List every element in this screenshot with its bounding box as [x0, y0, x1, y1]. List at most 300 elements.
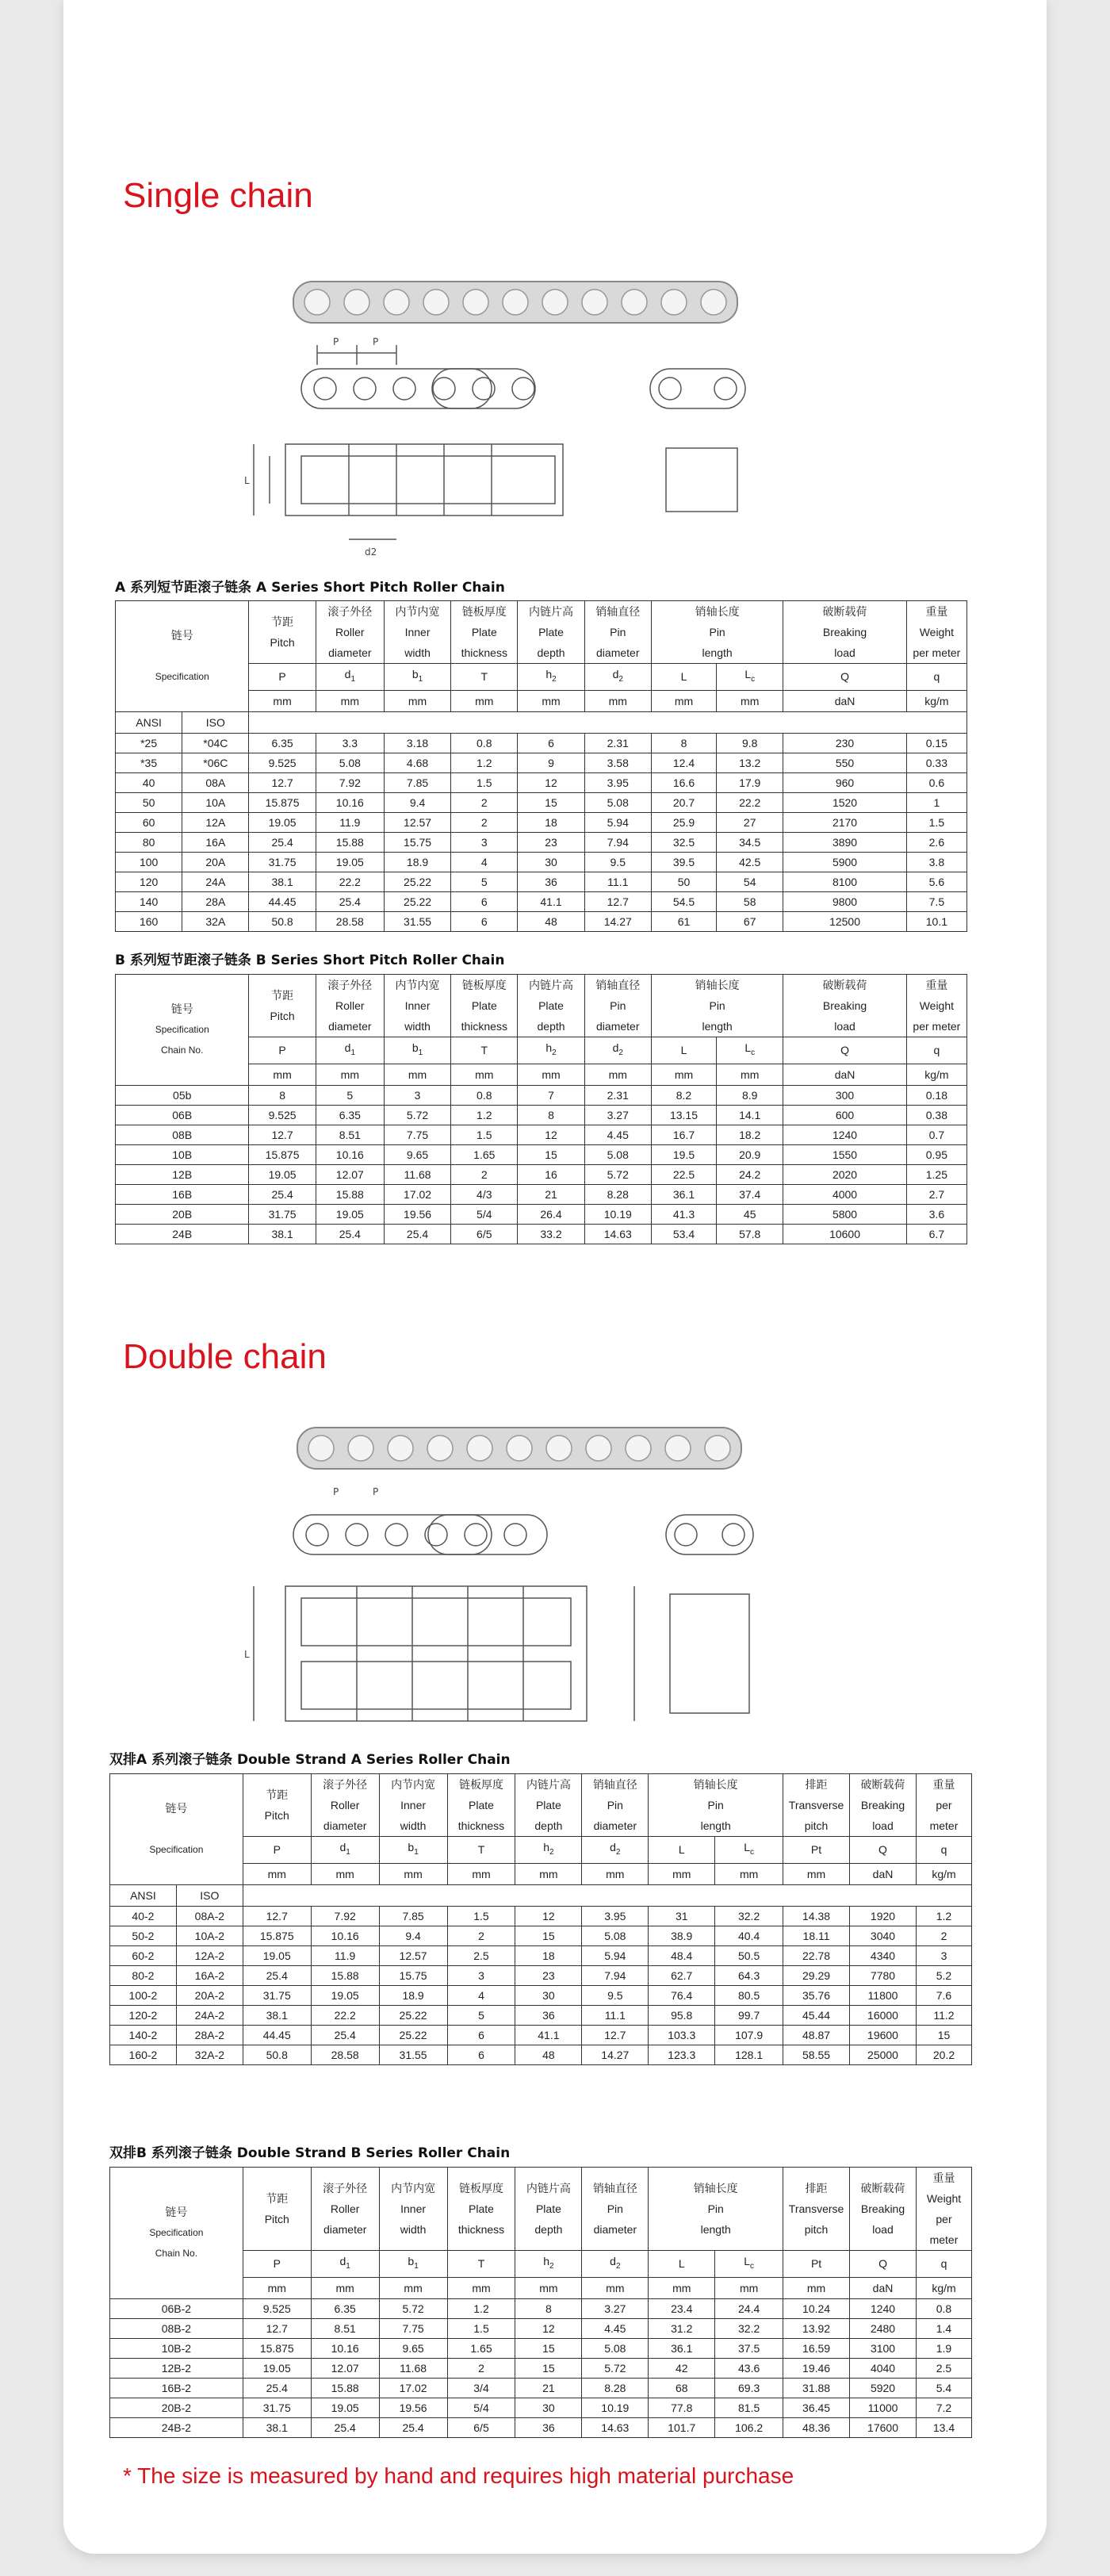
sym-q: Q [850, 2251, 917, 2278]
table-cell: 5 [451, 872, 518, 891]
table-cell: 10A-2 [176, 1926, 243, 1945]
table-cell: 13.2 [717, 753, 783, 772]
col-pin-cn: 销轴直径 [595, 605, 641, 618]
unit-mm: mm [316, 690, 384, 711]
col-plate-t2: thickness [461, 646, 507, 659]
table-cell: 68 [649, 2378, 715, 2398]
table-row [110, 2417, 972, 2437]
table-cell: 12.7 [243, 1906, 311, 1926]
table-cell: 8 [651, 733, 716, 753]
col-plate-t: Plate [471, 999, 497, 1012]
table-cell: 50.8 [243, 2045, 311, 2064]
table-cell: 9.525 [249, 1105, 316, 1125]
table-cell: 25.4 [316, 891, 384, 911]
table-cell: 15.75 [384, 832, 450, 852]
table-cell: 44.45 [243, 2025, 311, 2045]
table-cell: 33.2 [518, 1224, 584, 1244]
table-cell: 38.1 [243, 2417, 311, 2437]
table-cell: 50.5 [715, 1945, 783, 1965]
sym-pt: Pt [783, 2251, 850, 2278]
table-cell: 36 [515, 2005, 582, 2025]
svg-text:P: P [373, 336, 379, 347]
table-cell: 2.5 [447, 1945, 515, 1965]
table-cell: 15.75 [379, 1965, 447, 1985]
table-cell: 22.5 [651, 1164, 716, 1184]
col-spec: Specification [149, 1844, 204, 1856]
table-cell: 7.92 [316, 772, 384, 792]
unit-mm: mm [584, 690, 651, 711]
table-cell: 10A [182, 792, 249, 812]
table-cell: 12A [182, 812, 249, 832]
col-transverse: Transverse [788, 1799, 844, 1811]
svg-text:P: P [333, 1486, 339, 1497]
table-cell: 11800 [850, 1985, 917, 2005]
table-cell: 40.4 [715, 1926, 783, 1945]
table-cell: 32.5 [651, 832, 716, 852]
table-cell: 8.51 [311, 2318, 379, 2338]
sym-qw: q [916, 1837, 971, 1864]
table-cell: 4000 [783, 1184, 906, 1204]
table-cell: 1.65 [451, 1144, 518, 1164]
double-chain-diagram [238, 1420, 777, 1753]
table-row [116, 1164, 967, 1184]
sym-h2: $h_2$ [515, 1837, 582, 1864]
table-cell: 08B [116, 1125, 249, 1144]
table-cell: 42 [649, 2358, 715, 2378]
table-cell: 48.87 [783, 2025, 850, 2045]
table-cell: 19.56 [379, 2398, 447, 2417]
col-break: Breaking [860, 1799, 905, 1811]
table-cell: 12B-2 [110, 2358, 243, 2378]
unit-mm: mm [311, 2277, 379, 2298]
table-cell: 13.92 [783, 2318, 850, 2338]
sym-lc: $L_c$ [715, 1837, 783, 1864]
table-cell: 25.4 [311, 2025, 379, 2045]
table-cell: 600 [783, 1105, 906, 1125]
col-ansi: ANSI [110, 1884, 177, 1906]
table-cell: 5 [447, 2005, 515, 2025]
table-cell: 54 [717, 872, 783, 891]
col-iso: ISO [176, 1884, 243, 1906]
table-cell: 1.2 [451, 1105, 518, 1125]
table-cell: 12.7 [582, 2025, 649, 2045]
table-row [116, 1085, 967, 1105]
table-cell: 6/5 [451, 1224, 518, 1244]
table-cell: 25.4 [316, 1224, 384, 1244]
sym-qw: q [916, 2251, 971, 2278]
table-cell: 19.05 [243, 2358, 311, 2378]
col-pitch: Pitch [270, 636, 295, 649]
unit-kgm: kg/m [906, 690, 966, 711]
table-cell: 32A [182, 911, 249, 931]
sym-q: Q [850, 1837, 917, 1864]
table-cell: 62.7 [649, 1965, 715, 1985]
table-cell: 18 [515, 1945, 582, 1965]
col-pinlen2: length [702, 646, 733, 659]
table-row [110, 1985, 972, 2005]
col-roller: Roller [330, 1799, 360, 1811]
table-cell: 1.5 [447, 1906, 515, 1926]
table-cell: 28A [182, 891, 249, 911]
table-row [110, 2398, 972, 2417]
table-cell: 10B-2 [110, 2338, 243, 2358]
table-cell: 18.2 [717, 1125, 783, 1144]
unit-kgm: kg/m [916, 2277, 971, 2298]
table-cell: 32A-2 [176, 2045, 243, 2064]
col-chain-no-en: Chain No. [155, 2248, 198, 2260]
table-cell: 12 [518, 772, 584, 792]
col-roller2: diameter [323, 2223, 367, 2236]
table-cell: 5.72 [384, 1105, 450, 1125]
table-cell: 19.56 [384, 1204, 450, 1224]
table-cell: 4040 [850, 2358, 917, 2378]
table-cell: 32.2 [715, 1906, 783, 1926]
table-row [110, 2045, 972, 2064]
col-spec: Specification [155, 671, 209, 683]
table-cell: 11.9 [311, 1945, 379, 1965]
table-cell: 22.78 [783, 1945, 850, 1965]
sym-l: L [651, 664, 716, 691]
sym-d1: $d_1$ [316, 664, 384, 691]
table-cell: 48 [518, 911, 584, 931]
table-row [116, 1224, 967, 1244]
col-pinlen-cn: 销轴长度 [695, 979, 740, 991]
table-cell: 1.5 [451, 772, 518, 792]
table-cell: 12.57 [384, 812, 450, 832]
table-row [116, 1144, 967, 1164]
table-cell: 12A-2 [176, 1945, 243, 1965]
sym-h2: $h_2$ [518, 1037, 584, 1064]
col-inner: Inner [404, 999, 431, 1012]
table-cell: 28.58 [316, 911, 384, 931]
col-plate-t: Plate [471, 626, 497, 638]
table-cell: 3.27 [582, 2298, 649, 2318]
unit-mm: mm [582, 2277, 649, 2298]
table-cell: 31.55 [379, 2045, 447, 2064]
table-cell: 5.72 [379, 2298, 447, 2318]
col-plate-t-cn: 链板厚度 [458, 1778, 503, 1791]
table-row [110, 1926, 972, 1945]
table-cell: 17.02 [384, 1184, 450, 1204]
table-cell: 5.6 [906, 872, 966, 891]
col-break2: load [872, 2223, 894, 2236]
table-cell: 12500 [783, 911, 906, 931]
table-cell: 101.7 [649, 2417, 715, 2437]
table-cell: 7.94 [584, 832, 651, 852]
sym-qw: q [906, 664, 966, 691]
col-inner2: width [400, 1819, 427, 1832]
col-roller-cn: 滚子外径 [327, 979, 373, 991]
unit-mm: mm [515, 2277, 582, 2298]
table-cell: 25.22 [379, 2005, 447, 2025]
table-cell: 10.24 [783, 2298, 850, 2318]
table-cell: 12.07 [316, 1164, 384, 1184]
table-cell: 50 [116, 792, 182, 812]
table-cell: 15.875 [243, 1926, 311, 1945]
table-cell: 0.8 [451, 733, 518, 753]
table-cell: 28.58 [311, 2045, 379, 2064]
table-cell: 99.7 [715, 2005, 783, 2025]
unit-dan: daN [850, 1863, 917, 1884]
table-cell: 10.16 [311, 2338, 379, 2358]
col-inner2: width [400, 2223, 427, 2236]
table-cell: 6 [451, 911, 518, 931]
table-cell: 20A [182, 852, 249, 872]
table-cell: 50-2 [110, 1926, 177, 1945]
sym-p: P [249, 1037, 316, 1064]
unit-mm: mm [249, 690, 316, 711]
table-cell: 20A-2 [176, 1985, 243, 2005]
table-cell: 16B-2 [110, 2378, 243, 2398]
col-pinlen2: length [700, 1819, 731, 1832]
sym-l: L [649, 2251, 715, 2278]
table-cell: 42.5 [717, 852, 783, 872]
col-ansi: ANSI [116, 711, 182, 733]
col-plate-t2: thickness [457, 1819, 505, 1832]
table-cell: 12 [518, 1125, 584, 1144]
col-inner2: width [404, 1020, 431, 1033]
col-inner-cn: 内节内宽 [395, 605, 440, 618]
table-cell: 26.4 [518, 1204, 584, 1224]
col-weight-cn: 重量 [932, 1778, 955, 1791]
table-cell: 12.4 [651, 753, 716, 772]
table-cell: 41.3 [651, 1204, 716, 1224]
table-cell: 3040 [850, 1926, 917, 1945]
table-cell: 25.4 [311, 2417, 379, 2437]
table-cell: 39.5 [651, 852, 716, 872]
col-weight-cn: 重量 [925, 605, 948, 618]
sym-p: P [243, 1837, 311, 1864]
col-spec: Specification [155, 1024, 209, 1036]
table-cell: 36.1 [651, 1184, 716, 1204]
table-cell: 23 [518, 832, 584, 852]
table-cell: 50.8 [249, 911, 316, 931]
col-pinlen2: length [702, 1020, 733, 1033]
table-cell: 230 [783, 733, 906, 753]
table-cell: 16A [182, 832, 249, 852]
table-cell: 12.7 [584, 891, 651, 911]
table-cell: 11000 [850, 2398, 917, 2417]
col-break: Breaking [822, 626, 867, 638]
table-cell: 5/4 [451, 1204, 518, 1224]
table-cell: 6 [451, 891, 518, 911]
table-cell: 8.9 [717, 1085, 783, 1105]
col-plate-h: Plate [535, 2202, 561, 2215]
table-cell: 12.7 [249, 772, 316, 792]
table-cell: 1.9 [916, 2338, 971, 2358]
table-cell: 5.94 [582, 1945, 649, 1965]
table-cell: 3.95 [584, 772, 651, 792]
table-cell: 25.4 [249, 1184, 316, 1204]
col-plate-t2: thickness [457, 2223, 505, 2236]
unit-mm: mm [783, 1863, 850, 1884]
col-pitch: Pitch [264, 1809, 289, 1822]
table-cell: 4/3 [451, 1184, 518, 1204]
table-cell: 40 [116, 772, 182, 792]
table-cell: 31.75 [249, 1204, 316, 1224]
table-cell: 20.2 [916, 2045, 971, 2064]
table-cell: 19.05 [249, 812, 316, 832]
table-cell: 25.22 [379, 2025, 447, 2045]
table-cell: 3.18 [384, 733, 450, 753]
col-chain-no: 链号 [170, 629, 193, 642]
unit-dan: daN [783, 1064, 906, 1085]
unit-kgm: kg/m [906, 1064, 966, 1085]
col-plate-h-cn: 内链片高 [526, 2182, 571, 2195]
col-weight-cn: 重量 [925, 979, 948, 991]
svg-text:L: L [244, 475, 250, 486]
table-cell: 3100 [850, 2338, 917, 2358]
col-pinlen: Pin [707, 1799, 724, 1811]
table-cell: 3 [447, 1965, 515, 1985]
table-cell: 32.2 [715, 2318, 783, 2338]
table-cell: 1.5 [906, 812, 966, 832]
table-cell: 48 [515, 2045, 582, 2064]
col-chain-no: 链号 [165, 1802, 188, 1815]
col-pin2: diameter [596, 1020, 640, 1033]
table-cell: 10B [116, 1144, 249, 1164]
col-pinlen: Pin [707, 2202, 724, 2215]
table-cell: 7 [518, 1085, 584, 1105]
table-cell: 30 [515, 1985, 582, 2005]
table-cell: 34.5 [717, 832, 783, 852]
table-cell: 3890 [783, 832, 906, 852]
table-cell: 58 [717, 891, 783, 911]
table-cell: 0.8 [916, 2298, 971, 2318]
table-row [116, 872, 967, 891]
single-a-series-table [115, 600, 967, 932]
table-cell: 8 [515, 2298, 582, 2318]
col-transverse-cn: 排距 [805, 2182, 828, 2195]
col-plate-h2: depth [534, 1819, 563, 1832]
unit-mm: mm [717, 690, 783, 711]
unit-dan: daN [850, 2277, 917, 2298]
table-cell: 10.16 [316, 1144, 384, 1164]
table-cell: 2 [447, 1926, 515, 1945]
table-cell: 1.5 [451, 1125, 518, 1144]
table-row [116, 852, 967, 872]
sym-t: T [451, 664, 518, 691]
table-cell: 57.8 [717, 1224, 783, 1244]
table-row [110, 1906, 972, 1926]
table-cell: 2.31 [584, 1085, 651, 1105]
table-cell: 11.68 [384, 1164, 450, 1184]
table-cell: 5920 [850, 2378, 917, 2398]
table-cell: 54.5 [651, 891, 716, 911]
table-cell: 19.46 [783, 2358, 850, 2378]
table-cell: 140-2 [110, 2025, 177, 2045]
table-cell: 25.4 [243, 1965, 311, 1985]
col-weight-meter: meter [929, 2233, 959, 2246]
table-cell: 21 [518, 1184, 584, 1204]
table-cell: 69.3 [715, 2378, 783, 2398]
table-cell: 8.2 [651, 1085, 716, 1105]
col-plate-h2: depth [537, 646, 565, 659]
unit-mm: mm [649, 2277, 715, 2298]
col-weight2: per meter [913, 1020, 961, 1033]
unit-mm: mm [715, 2277, 783, 2298]
sym-l: L [649, 1837, 715, 1864]
table-cell: 7.75 [379, 2318, 447, 2338]
table-cell: 19.05 [311, 2398, 379, 2417]
table-cell: 22.2 [311, 2005, 379, 2025]
sym-pt: Pt [783, 1837, 850, 1864]
col-break: Breaking [822, 999, 867, 1012]
table-cell: 36.45 [783, 2398, 850, 2417]
table-cell: 31.75 [243, 1985, 311, 2005]
col-chain-no: 链号 [165, 2206, 188, 2219]
col-pinlen: Pin [709, 999, 725, 1012]
unit-mm: mm [379, 2277, 447, 2298]
single-chain-diagram [238, 266, 777, 559]
table-cell: 41.1 [518, 891, 584, 911]
table-cell: 2 [451, 1164, 518, 1184]
table-cell: 14.27 [582, 2045, 649, 2064]
col-roller2: diameter [323, 1819, 367, 1832]
single-b-series-table [115, 974, 967, 1244]
table-cell: 16 [518, 1164, 584, 1184]
table-cell: 0.8 [451, 1085, 518, 1105]
table-cell: 11.2 [916, 2005, 971, 2025]
double-b-series-table [109, 2167, 972, 2438]
table-cell: 06B [116, 1105, 249, 1125]
table-cell: 35.76 [783, 1985, 850, 2005]
svg-text:L: L [244, 1649, 250, 1660]
unit-dan: daN [783, 690, 906, 711]
table-cell: 31.55 [384, 911, 450, 931]
table-cell: 19.05 [316, 1204, 384, 1224]
col-weight-meter: meter [929, 1819, 959, 1832]
col-roller-cn: 滚子外径 [323, 1778, 368, 1791]
table-cell: 2020 [783, 1164, 906, 1184]
table-cell: 4340 [850, 1945, 917, 1965]
table-cell: 7.6 [916, 1985, 971, 2005]
table-cell: 80 [116, 832, 182, 852]
table-cell: 19.05 [249, 1164, 316, 1184]
table-cell: 123.3 [649, 2045, 715, 2064]
table-cell: 5.08 [584, 792, 651, 812]
table-cell: 60-2 [110, 1945, 177, 1965]
table-cell: 50 [651, 872, 716, 891]
col-inner-cn: 内节内宽 [391, 1778, 436, 1791]
table-cell: 6 [518, 733, 584, 753]
table-cell: 29.29 [783, 1965, 850, 1985]
table-cell: 7.92 [311, 1906, 379, 1926]
table-cell: 28A-2 [176, 2025, 243, 2045]
col-weight: Weight [926, 2192, 962, 2205]
unit-mm: mm [783, 2277, 850, 2298]
col-roller: Roller [335, 999, 365, 1012]
table-cell: 103.3 [649, 2025, 715, 2045]
table-row [116, 1184, 967, 1204]
table-cell: 6.35 [316, 1105, 384, 1125]
footnote: * The size is measured by hand and requires high material purchase [123, 2463, 794, 2488]
table-cell: 25.22 [384, 891, 450, 911]
table-cell: 120 [116, 872, 182, 891]
table-cell: 45 [717, 1204, 783, 1224]
table-cell: 4 [447, 1985, 515, 2005]
sym-d2: $d_2$ [582, 2251, 649, 2278]
unit-mm: mm [651, 690, 716, 711]
col-roller2: diameter [328, 646, 372, 659]
table-cell: 5.4 [916, 2378, 971, 2398]
col-plate-h: Plate [538, 626, 564, 638]
table-cell: 18.11 [783, 1926, 850, 1945]
table-cell: 13.4 [916, 2417, 971, 2437]
table-cell: 6.35 [249, 733, 316, 753]
col-weight: Weight [919, 626, 955, 638]
table-cell: 160 [116, 911, 182, 931]
